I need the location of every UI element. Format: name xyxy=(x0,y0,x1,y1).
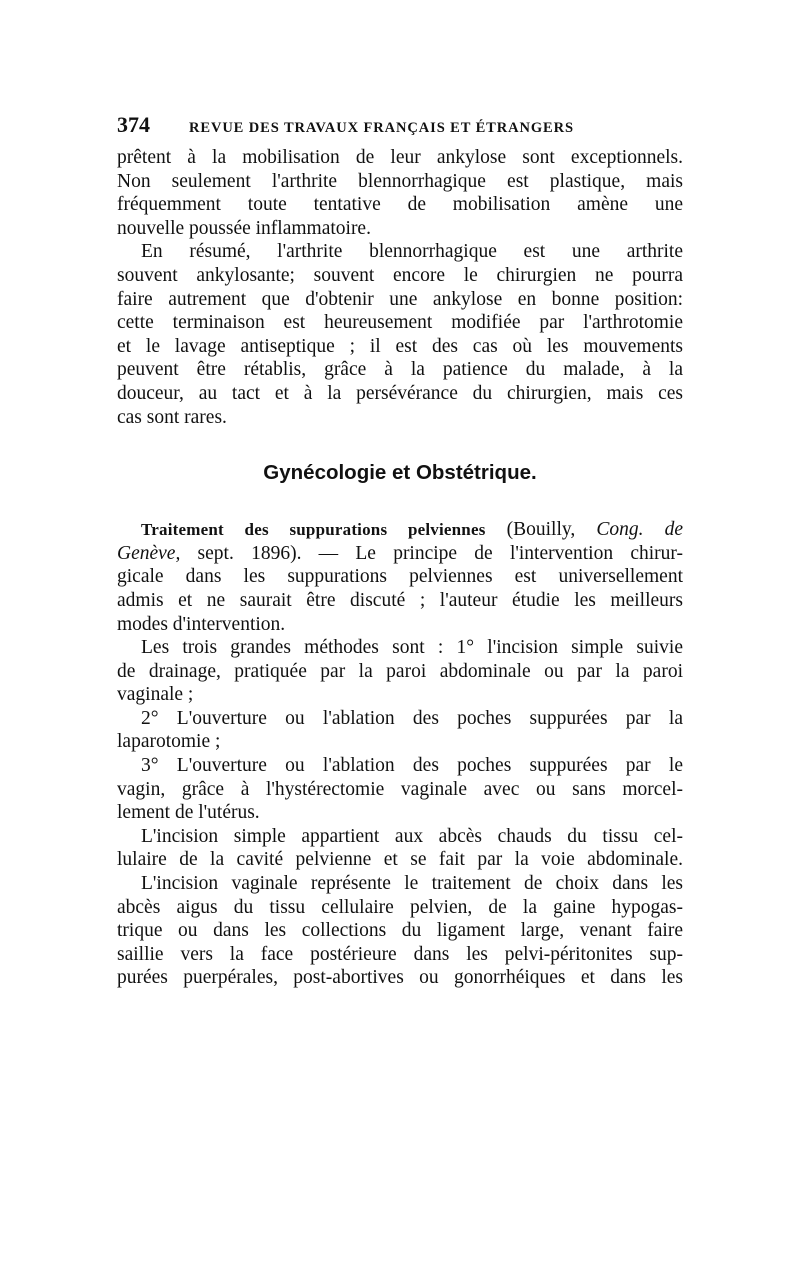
text-line: nouvelle poussée inflammatoire. xyxy=(117,217,371,239)
text-line: abcès aigus du tissu cellulaire pelvien, de la gaine hypogas- xyxy=(117,896,683,918)
section-title: Gynécologie et Obstétrique. xyxy=(263,461,537,485)
page-header xyxy=(117,112,683,146)
text-line: modes d'intervention. xyxy=(117,613,286,635)
article-heading: Traitement des suppurations pelviennes xyxy=(141,520,486,540)
paragraph-traitement xyxy=(117,518,683,636)
text-line: de drainage, pratiquée par la paroi abdominale ou par la paroi xyxy=(117,660,683,682)
text-line: lement de l'utérus. xyxy=(117,802,260,824)
text-line: 3° L'ouverture ou l'ablation des poches suppurées par le xyxy=(141,755,683,777)
page-number: 374 xyxy=(117,112,150,137)
paragraph-resume xyxy=(117,240,683,429)
text-line: cette terminaison est heureusement modifiée par l'arthrotomie xyxy=(117,312,683,334)
text-line: douceur, au tact et à la persévérance du chirurgien, mais ces xyxy=(117,382,683,404)
paragraph-methodes xyxy=(117,636,683,707)
text-line: trique ou dans les collections du ligament large, venant faire xyxy=(117,920,683,942)
text-line: laparotomie ; xyxy=(117,731,221,753)
text-line: purées puerpérales, post-abortives ou gonorrhéiques et dans les xyxy=(117,967,683,989)
text-line: fréquemment toute tentative de mobilisation amène une xyxy=(117,194,683,216)
paragraph-incision-vaginale xyxy=(117,872,683,990)
text-line xyxy=(117,542,683,566)
text-line: vaginale ; xyxy=(117,684,194,706)
citation-journal: Cong. de xyxy=(596,519,683,541)
text-line: cas sont rares. xyxy=(117,406,227,428)
running-head: REVUE DES TRAVAUX FRANÇAIS ET ÉTRANGERS xyxy=(189,120,574,136)
text-line: Les trois grandes méthodes sont : 1° l'incision simple suivie xyxy=(141,637,683,659)
text-line: admis et ne saurait être discuté ; l'auteur étudie les meilleurs xyxy=(117,589,683,611)
text-line: gicale dans les suppurations pelviennes est universellement xyxy=(117,566,683,588)
book-page xyxy=(117,112,683,990)
text-line: peuvent être rétablis, grâce à la patience du malade, à la xyxy=(117,359,683,381)
citation-text: (Bouilly, xyxy=(485,519,597,541)
text-line: Non seulement l'arthrite blennorrhagique est plastique, mais xyxy=(117,170,683,192)
text-line: En résumé, l'arthrite blennorrhagique est une arthrite xyxy=(141,241,683,263)
text-line: faire autrement que d'obtenir une ankylose en bonne position: xyxy=(117,288,683,310)
paragraph-ankylose xyxy=(117,146,683,240)
citation-place: Genève, xyxy=(117,542,181,564)
text-line: et le lavage antiseptique ; il est des cas où les mouvements xyxy=(117,335,683,357)
text-line: vagin, grâce à l'hystérectomie vaginale avec ou sans morcel- xyxy=(117,778,683,800)
text-line: souvent ankylosante; souvent encore le chirurgien ne pourra xyxy=(117,264,683,286)
citation-date: sept. 1896). — Le principe de l'intervention chirur- xyxy=(180,542,683,564)
text-line: L'incision vaginale représente le traitement de choix dans les xyxy=(141,873,683,895)
paragraph-incision-simple xyxy=(117,825,683,872)
text-line xyxy=(117,518,683,542)
text-line: lulaire de la cavité pelvienne et se fait par la voie abdominale. xyxy=(117,849,683,871)
text-line: saillie vers la face postérieure dans les pelvi-péritonites sup- xyxy=(117,943,683,965)
text-line: L'incision simple appartient aux abcès chauds du tissu cel- xyxy=(141,825,683,847)
text-line: 2° L'ouverture ou l'ablation des poches suppurées par la xyxy=(141,707,683,729)
text-line: prêtent à la mobilisation de leur ankylose sont exceptionnels. xyxy=(117,147,683,168)
paragraph-laparotomie xyxy=(117,707,683,754)
paragraph-hysterectomie xyxy=(117,754,683,825)
